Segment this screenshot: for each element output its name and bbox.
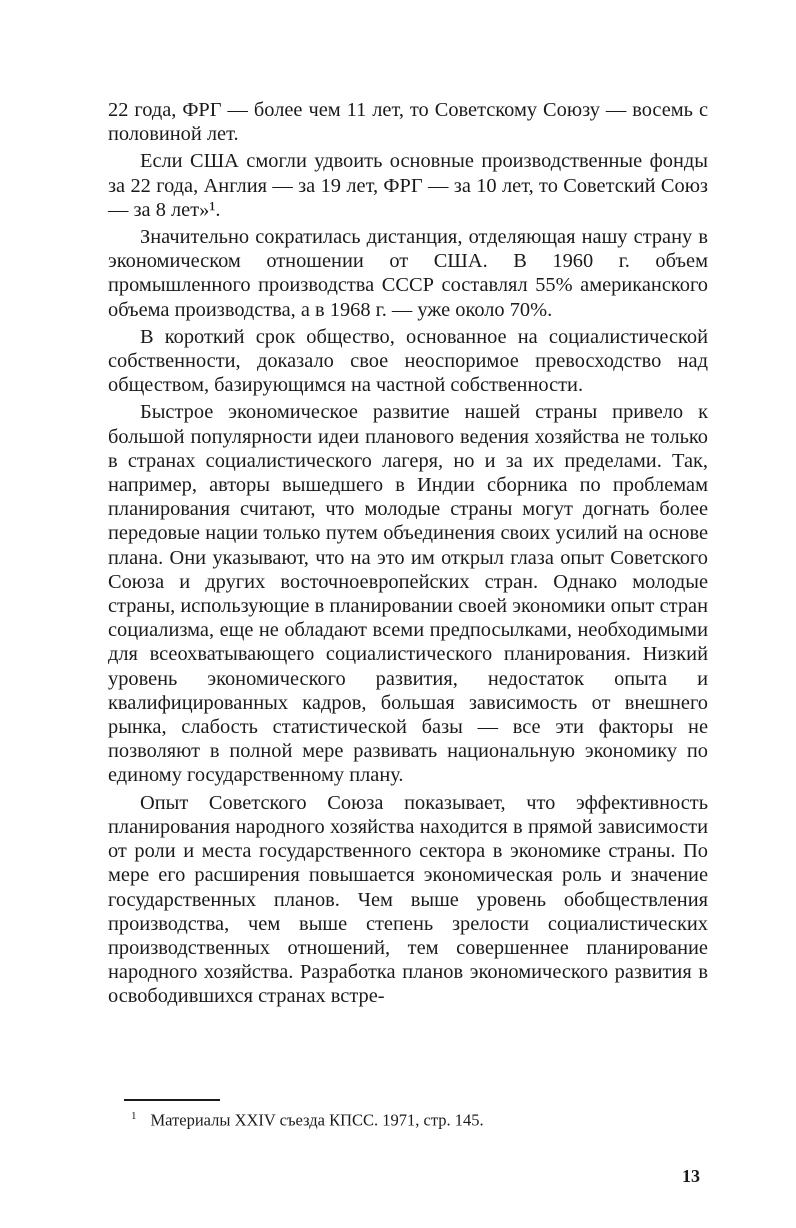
paragraph-6: Опыт Советского Союза показывает, что эффективность планирования народного хозяйства находится в прямой зависимости от роли и места государственного сектора в экономике страны. По мере его расширения повышается экономическая роль и значение государственных планов. Чем выше уровень обобществления производства, чем выше степень зрелости социалистических производственных отношений, тем совершеннее планирование народного хозяйства. Разработка планов экономического развития в освободившихся странах встре- — [108, 791, 708, 1008]
page-number: 13 — [682, 1166, 700, 1186]
paragraph-1: 22 года, ФРГ — более чем 11 лет, то Советскому Союзу — восемь с половиной лет. — [108, 99, 708, 146]
paragraph-2: Если США смогли удвоить основные производственные фонды за 22 года, Англия — за 19 лет, ФРГ — за 10 лет, то Советский Союз — за 8 лет»¹. — [108, 150, 708, 221]
page-body — [108, 98, 708, 1012]
footnote-text: Материалы XXIV съезда КПСС. 1971, стр. 145. — [150, 1110, 484, 1130]
footnote-marker: 1 — [131, 1110, 137, 1122]
footnote — [131, 1106, 691, 1131]
paragraph-5: Быстрое экономическое развитие нашей страны привело к большой популярности идеи планового ведения хозяйства не только в странах социалистического лагеря, но и за их пределами. Так, например, авторы вышедшего в Индии сборника по проблемам планирования считают, что молодые страны могут догнать более передовые нации только путем объединения своих усилий на основе плана. Они указывают, что на это им открыл глаза опыт Советского Союза и других восточноевропейских стран. Однако молодые страны, использующие в планировании своей экономики опыт стран социализма, еще не обладают всеми предпосылками, необходимыми для всеохватывающего социалистического планирования. Низкий уровень экономического развития, недостаток опыта и квалифицированных кадров, большая зависимость от внешнего рынка, слабость статистической базы — все эти факторы не позволяют в полной мере развивать национальную экономику по единому государственному плану. — [108, 401, 708, 787]
footnote-divider — [124, 1099, 220, 1101]
paragraph-4: В короткий срок общество, основанное на социалистической собственности, доказало свое неоспоримое превосходство над обществом, базирующимся на частной собственности. — [108, 325, 708, 397]
paragraph-3: Значительно сократилась дистанция, отделяющая нашу страну в экономическом отношении от США. В 1960 г. объем промышленного производства СССР составлял 55% американского объема производства, а в 1968 г. — уже около 70%. — [108, 226, 708, 321]
